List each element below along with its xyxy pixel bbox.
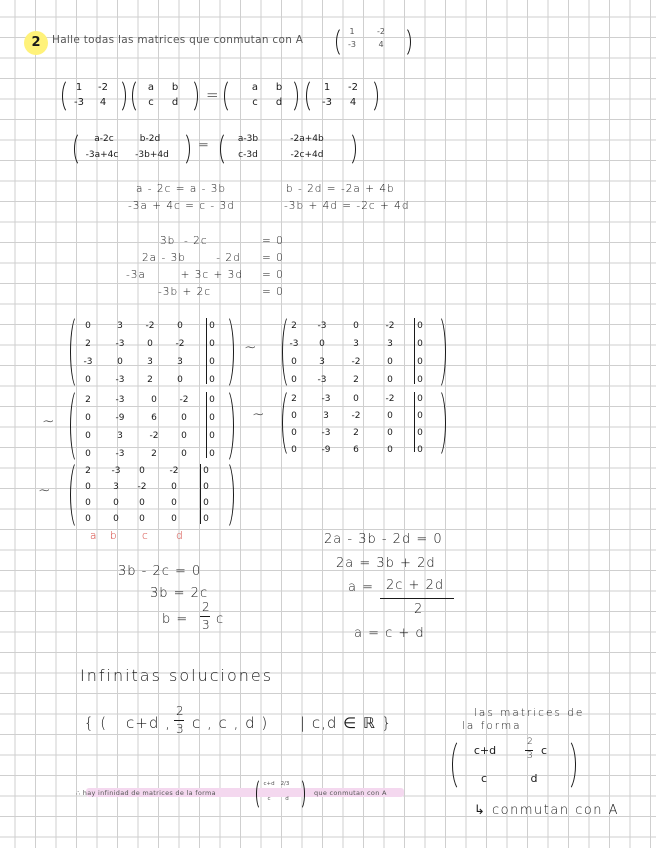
matrix-cell: 0	[203, 482, 209, 492]
matrix-cell: 2	[151, 449, 157, 459]
matrix-cell: 2	[291, 321, 297, 331]
matrix-cell: 3	[387, 339, 393, 349]
conclusion-text-post: que conmutan con A	[314, 789, 387, 797]
matrix-cell: 0	[85, 431, 91, 441]
matrix-cell: 0	[139, 498, 145, 508]
matrix-cell: -2	[351, 411, 361, 421]
matrix-cell: 2	[353, 428, 359, 438]
matrix-cell: 0	[291, 375, 297, 385]
matrix-cell: 0	[417, 428, 423, 438]
matrix-cell: 3	[147, 357, 153, 367]
matrix-cell: 0	[387, 411, 393, 421]
matrix-cell: 0	[203, 514, 209, 524]
notes-page: 2 Halle todas las matrices que conmutan con A 1 -2 -3 4 1 -2 -3 4 a b c d = a b c d 1 -2 -3 4 a-2c b-2d -3a+4c -3b+4d = a-3b -2a+4b c-3d -2c+4d a - 2c = a - 3b -3a + 4c = c - 3d b - 2d = -2a + 4b -3b + 4d = -2c + 4d 3b - 2c = 0 2a - 3b - 2d = 0 -3a + 3c + 3d = 0 -3b + 2c = 0 0 3 -2 0 0 2 -3 0 -2 0 -3 0 3 3 0 0 -3 2 0 0 ~ 2 -3 0 -2 0 -3 0 3 3 0 0 3 -2 0 0 0 -3 2 0 0 ~ 2 -3 0 -2 0 0 -9 6 0 0 0 3 -2 0 0 0 -3 2 0 0 ~ 2 -3 0 -2 0 0 3 -2 0 0 0 -3 2 0 0 0 -9 6 0 0 ~ 2 -3 0 -2 0 0 3 -2 0 0 0 0 0 0 0 0 0 0 0 0 a b c d 3b - 2c = 0 3b = 2c b = 2 3 c 2a - 3b - 2d = 0 2a = 3b + 2d a = 2c + 2d 2 a = c + d Infinitas soluciones { ( c+d , 2 3 c , c , d ) | c,d ∈ ℝ } las matrices de la forma c+d 2 3 c c d ↳ conmutan con A ∴ hay infinidad de matrices de la forma c+d 2/3 c d que conmutan con A	[0, 0, 656, 848]
matrix-cell: 0	[139, 514, 145, 524]
matrix-cell: 0	[209, 339, 215, 349]
matrix-cell: -3	[83, 357, 93, 367]
problem-statement: Halle todas las matrices que conmutan con A	[52, 34, 304, 46]
matrix-cell: -3	[115, 395, 125, 405]
matrix-cell: 0	[417, 394, 423, 404]
side-note-line-2: la forma	[462, 720, 522, 732]
matrix-cell: 3	[113, 482, 119, 492]
matrix-cell: 6	[151, 413, 157, 423]
matrix-cell: 2	[291, 394, 297, 404]
matrix-cell: 6	[353, 445, 359, 455]
matrix-cell: -2	[179, 395, 189, 405]
matrix-cell: 0	[177, 375, 183, 385]
matrix-cell: 0	[85, 482, 91, 492]
matrix-cell: -2	[175, 339, 185, 349]
conclusion-text-pre: ∴ hay infinidad de matrices de la forma	[76, 789, 216, 797]
matrix-cell: -2	[137, 482, 147, 492]
matrix-cell: 0	[291, 357, 297, 367]
matrix-cell: 0	[181, 449, 187, 459]
matrix-cell: -3	[317, 321, 327, 331]
matrix-cell: 3	[117, 431, 123, 441]
matrix-cell: -3	[115, 339, 125, 349]
matrix-cell: 3	[353, 339, 359, 349]
matrix-cell: 0	[85, 514, 91, 524]
matrix-cell: 2	[85, 466, 91, 476]
matrix-cell: 0	[209, 375, 215, 385]
matrix-cell: 3	[319, 357, 325, 367]
matrix-cell: 0	[85, 413, 91, 423]
matrix-cell: 0	[417, 411, 423, 421]
matrix-cell: 0	[209, 321, 215, 331]
sol-b-line-2: 3b = 2c	[150, 586, 209, 601]
matrix-cell: -3	[321, 394, 331, 404]
matrix-cell: 0	[203, 466, 209, 476]
matrix-cell: 2	[85, 339, 91, 349]
sol-b-line-1: 3b - 2c = 0	[118, 564, 202, 579]
matrix-cell: 3	[117, 321, 123, 331]
matrix-cell: -9	[115, 413, 125, 423]
sol-a-line-2: 2a = 3b + 2d	[336, 556, 436, 571]
matrix-cell: -2	[169, 466, 179, 476]
matrix-cell: 0	[417, 445, 423, 455]
row-equivalence-tilde: ~	[42, 412, 56, 430]
matrix-cell: 0	[291, 445, 297, 455]
matrix-cell: 0	[209, 357, 215, 367]
row-equivalence-tilde: ~	[38, 481, 52, 499]
matrix-cell: -3	[115, 449, 125, 459]
eq-line-2: -3a + 4c = c - 3d	[128, 200, 235, 212]
matrix-cell: -3	[115, 375, 125, 385]
matrix-cell: 0	[387, 428, 393, 438]
matrix-cell: 2	[85, 395, 91, 405]
matrix-cell: 0	[85, 498, 91, 508]
matrix-cell: 0	[353, 321, 359, 331]
matrix-cell: -3	[321, 428, 331, 438]
matrix-cell: 0	[181, 431, 187, 441]
side-note-line-3: ↳ conmutan con A	[474, 803, 620, 818]
matrix-cell: 0	[387, 445, 393, 455]
matrix-cell: -9	[321, 445, 331, 455]
matrix-cell: 0	[209, 395, 215, 405]
matrix-cell: -3	[289, 339, 299, 349]
matrix-cell: 0	[85, 321, 91, 331]
matrix-cell: -2	[385, 394, 395, 404]
m5-right-paren	[218, 460, 234, 530]
matrix-cell: 0	[209, 413, 215, 423]
matrix-cell: 0	[117, 357, 123, 367]
matrix-cell: 0	[171, 514, 177, 524]
matrix-cell: 2	[353, 375, 359, 385]
matrix-cell: 0	[113, 498, 119, 508]
matrix-cell: -2	[149, 431, 159, 441]
matrix-cell: 0	[417, 321, 423, 331]
matrix-cell: 0	[417, 339, 423, 349]
matrix-cell: 0	[177, 321, 183, 331]
matrix-cell: 0	[387, 375, 393, 385]
eq-line-3: b - 2d = -2a + 4b	[286, 183, 395, 195]
matrix-cell: 0	[181, 413, 187, 423]
matrix-cell: 0	[203, 498, 209, 508]
matrix-cell: 3	[323, 411, 329, 421]
matrix-cell: 0	[85, 375, 91, 385]
matrix-cell: 0	[319, 339, 325, 349]
matrix-cell: 2	[147, 375, 153, 385]
m4-right-paren	[430, 388, 446, 458]
problem-number-badge: 2	[24, 31, 48, 55]
eq-line-1: a - 2c = a - 3b	[136, 183, 227, 195]
matrix-cell: 0	[151, 395, 157, 405]
matrix-cell: 0	[209, 449, 215, 459]
matrix-cell: 0	[417, 375, 423, 385]
var-label-c: c	[142, 530, 149, 542]
m2-right-paren	[430, 314, 446, 390]
matrix-cell: 3	[177, 357, 183, 367]
matrix-cell: 0	[85, 449, 91, 459]
matrix-cell: 0	[209, 431, 215, 441]
matrix-cell: -2	[145, 321, 155, 331]
matrix-cell: -3	[317, 375, 327, 385]
row-equivalence-tilde: ~	[244, 338, 258, 356]
matrix-cell: 0	[171, 498, 177, 508]
infinitas-soluciones: Infinitas soluciones	[80, 666, 274, 685]
var-label-b: b	[110, 530, 118, 542]
matrix-cell: 0	[147, 339, 153, 349]
matrix-cell: 0	[417, 357, 423, 367]
matrix-cell: 0	[113, 514, 119, 524]
sol-a-line-1: 2a - 3b - 2d = 0	[324, 532, 443, 547]
matrix-cell: 0	[139, 466, 145, 476]
matrix-cell: -2	[351, 357, 361, 367]
matrix-cell: 0	[291, 428, 297, 438]
matrix-cell: 0	[171, 482, 177, 492]
side-note-line-1: las matrices de	[474, 707, 585, 719]
matrix-cell: 0	[291, 411, 297, 421]
row-equivalence-tilde: ~	[252, 405, 266, 423]
var-label-a: a	[90, 530, 98, 542]
eq-line-4: -3b + 4d = -2c + 4d	[284, 200, 410, 212]
matrix-cell: 0	[353, 394, 359, 404]
sol-a-line-4: a = c + d	[354, 626, 425, 641]
matrix-cell: -2	[385, 321, 395, 331]
var-label-d: d	[176, 530, 184, 542]
matrix-cell: -3	[111, 466, 121, 476]
matrix-cell: 0	[387, 357, 393, 367]
